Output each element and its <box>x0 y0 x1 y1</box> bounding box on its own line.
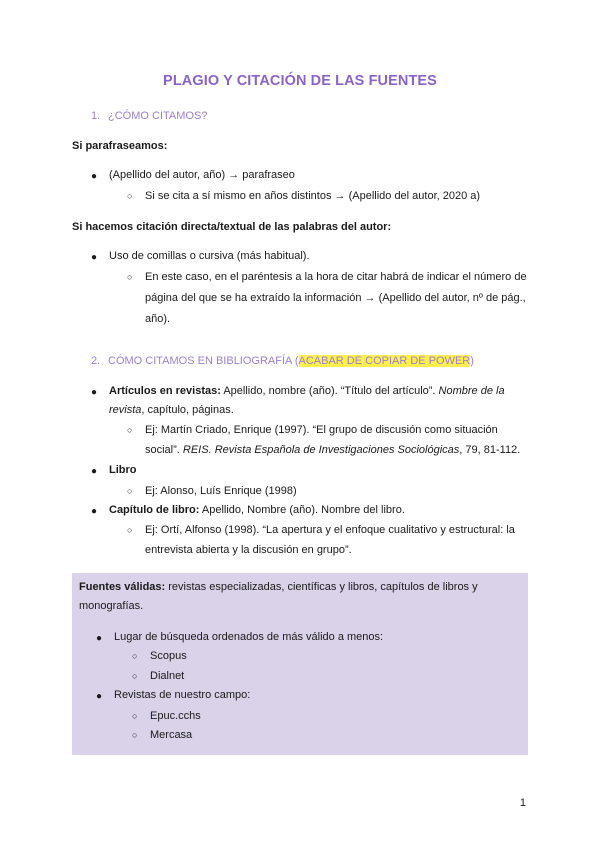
section-2-title: CÓMO CITAMOS EN BIBLIOGRAFÍA ( <box>108 355 299 367</box>
chapter-line <box>109 504 405 516</box>
circle-bullet-icon: ○ <box>127 191 133 201</box>
articles-example-end: , 79, 81-112. <box>459 444 521 456</box>
section-1-title: ¿CÓMO CITAMOS? <box>108 110 208 122</box>
articles-text-end: , capítulo, páginas. <box>141 404 234 416</box>
circle-bullet-icon: ○ <box>127 525 133 535</box>
chapter-label: Capítulo de libro: <box>109 504 200 516</box>
valid-sources-text: revistas especializadas, científicas y libros, capítulos de libros y <box>165 581 478 593</box>
book-label: Libro <box>109 464 137 476</box>
paraphrase-label: Si parafraseamos: <box>72 140 168 152</box>
circle-bullet-icon: ○ <box>132 730 138 740</box>
journal-item-epuc: Epuc.cchs <box>150 710 201 722</box>
articles-example-start: social”. <box>145 444 183 456</box>
chapter-text: Apellido, Nombre (año). Nombre del libro. <box>199 504 405 516</box>
journal-item-mercasa: Mercasa <box>150 729 193 741</box>
chapter-example-line-1: Ej: Ortí, Alfonso (1998). “La apertura y el enfoque cualitativo y estructural: la <box>145 524 515 536</box>
circle-bullet-icon: ○ <box>132 671 138 681</box>
page-title: PLAGIO Y CITACIÓN DE LAS FUENTES <box>163 73 437 89</box>
direct-citation-label: Si hacemos citación directa/textual de las palabras del autor: <box>72 221 392 233</box>
search-places-label: Lugar de búsqueda ordenados de más válido a menos: <box>114 631 384 643</box>
search-item-scopus: Scopus <box>150 650 187 662</box>
direct-subitem-line-2: página del que se ha extraído la información → (Apellido del autor, nº de pág., <box>145 292 526 304</box>
section-1-number: 1. <box>91 110 101 122</box>
articles-example-journal: REIS. Revista Española de Investigaciones Sociológicas <box>182 444 460 456</box>
paraphrase-item: (Apellido del autor, año) → parafraseo <box>109 169 295 181</box>
section-2-number: 2. <box>91 355 101 367</box>
bullet-icon: ● <box>91 506 98 517</box>
circle-bullet-icon: ○ <box>132 711 138 721</box>
articles-example-line-1: Ej: Martín Criado, Enrique (1997). “El grupo de discusión como situación <box>145 424 498 436</box>
valid-sources-line-2: monografías. <box>79 600 144 612</box>
bullet-icon: ● <box>91 387 98 398</box>
section-2-title-end: ) <box>470 355 474 367</box>
articles-journal-name: Nombre de la <box>438 385 505 397</box>
book-example: Ej: Alonso, Luís Enrique (1998) <box>145 485 297 497</box>
bullet-icon: ● <box>91 466 98 477</box>
bullet-icon: ● <box>91 171 98 182</box>
articles-example-line-2 <box>145 444 520 456</box>
articles-line-2 <box>109 404 234 416</box>
direct-subitem-line-3: año). <box>145 313 171 325</box>
journals-label: Revistas de nuestro campo: <box>114 689 251 701</box>
direct-item: Uso de comillas o cursiva (más habitual). <box>109 250 310 262</box>
section-2-heading <box>91 355 474 367</box>
articles-line-1 <box>109 385 505 397</box>
search-item-dialnet: Dialnet <box>150 670 185 682</box>
valid-sources-line-1 <box>79 581 478 593</box>
section-1-heading <box>91 110 207 122</box>
articles-text: Apellido, nombre (año). “Título del artículo”. <box>220 385 439 397</box>
articles-label: Artículos en revistas: <box>109 385 221 397</box>
direct-subitem-line-1: En este caso, en el paréntesis a la hora de citar habrá de indicar el número de <box>145 271 527 283</box>
paraphrase-subitem: Si se cita a sí mismo en años distintos → (Apellido del autor, 2020 a) <box>145 190 481 202</box>
circle-bullet-icon: ○ <box>132 651 138 661</box>
chapter-example-line-2: entrevista abierta y la discusión en grupo”. <box>145 544 352 556</box>
highlight-note: ACABAR DE COPIAR DE POWER <box>298 355 471 367</box>
bullet-icon: ● <box>96 633 103 644</box>
circle-bullet-icon: ○ <box>127 272 133 282</box>
bullet-icon: ● <box>91 252 98 263</box>
articles-journal-word: revista <box>109 404 142 416</box>
circle-bullet-icon: ○ <box>127 486 133 496</box>
page-number: 1 <box>519 797 526 809</box>
circle-bullet-icon: ○ <box>127 425 133 435</box>
valid-sources-label: Fuentes válidas: <box>79 581 166 593</box>
bullet-icon: ● <box>96 691 103 702</box>
